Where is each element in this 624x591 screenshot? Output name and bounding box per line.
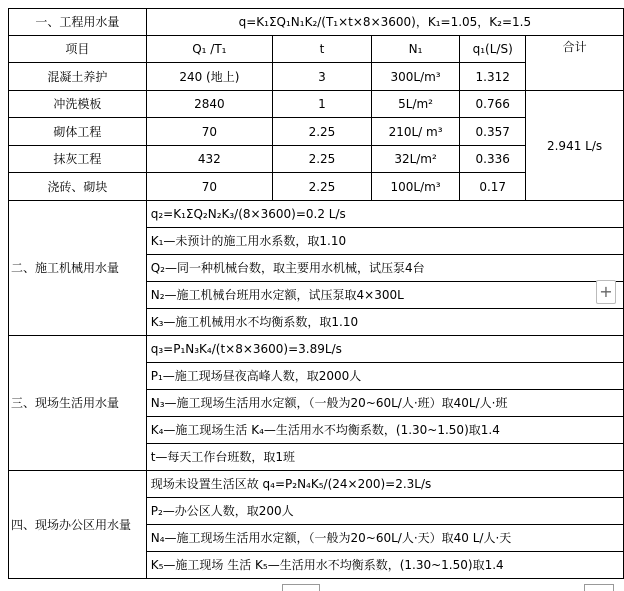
water-usage-table bbox=[8, 8, 624, 579]
section4-line: 现场未设置生活区故 q₄=P₂N₄K₅/(24×200)=2.3L/s bbox=[146, 471, 623, 498]
row-q: 0.766 bbox=[460, 91, 526, 118]
section4-line: N₄—施工现场生活用水定额，（一般为20~60L/人·天）取40 L/人·天 bbox=[146, 525, 623, 552]
row-q1: 240 (地上) bbox=[146, 63, 272, 91]
row-item: 冲洗模板 bbox=[9, 91, 147, 118]
header-n1: N₁ bbox=[371, 36, 459, 63]
row-t: 2.25 bbox=[273, 118, 372, 146]
row-t: 3 bbox=[273, 63, 372, 91]
column-resize-handle[interactable] bbox=[282, 584, 320, 591]
row-q1: 432 bbox=[146, 146, 272, 173]
header-t: t bbox=[273, 36, 372, 63]
table-resize-handle[interactable] bbox=[584, 584, 614, 591]
section1-title: 一、工程用水量 bbox=[9, 9, 147, 36]
add-row-button[interactable]: + bbox=[596, 280, 616, 304]
section3-title: 三、现场生活用水量 bbox=[9, 336, 147, 471]
row-t: 1 bbox=[273, 91, 372, 118]
row-item: 抹灰工程 bbox=[9, 146, 147, 173]
section2-line: K₃—施工机械用水不均衡系数，取1.10 bbox=[146, 309, 623, 336]
header-item: 项目 bbox=[9, 36, 147, 63]
section2-line: K₁—未预计的施工用水系数，取1.10 bbox=[146, 228, 623, 255]
row-q1: 70 bbox=[146, 118, 272, 146]
section4-line: K₅—施工现场 生活 K₅—生活用水不均衡系数，(1.30~1.50)取1.4 bbox=[146, 552, 623, 579]
row-t: 2.25 bbox=[273, 146, 372, 173]
header-q1-t1: Q₁ /T₁ bbox=[146, 36, 272, 63]
section2-title: 二、施工机械用水量 bbox=[9, 201, 147, 336]
row-q: 0.336 bbox=[460, 146, 526, 173]
row-q1: 70 bbox=[146, 173, 272, 201]
row-q1: 2840 bbox=[146, 91, 272, 118]
row-t: 2.25 bbox=[273, 173, 372, 201]
row-q: 1.312 bbox=[460, 63, 526, 91]
row-n1: 210L/ m³ bbox=[371, 118, 459, 146]
row-n1: 100L/m³ bbox=[371, 173, 459, 201]
section2-line: Q₂—同一种机械台数，取主要用水机械，试压泵4台 bbox=[146, 255, 623, 282]
row-item: 浇砖、砌块 bbox=[9, 173, 147, 201]
section3-line: P₁—施工现场昼夜高峰人数，取2000人 bbox=[146, 363, 623, 390]
row-n1: 300L/m³ bbox=[371, 63, 459, 91]
row-q: 0.17 bbox=[460, 173, 526, 201]
section3-line: t—每天工作台班数，取1班 bbox=[146, 444, 623, 471]
header-q1: q₁(L/S) bbox=[460, 36, 526, 63]
row-n1: 5L/m² bbox=[371, 91, 459, 118]
section2-line: N₂—施工机械台班用水定额，试压泵取4×300L bbox=[146, 282, 623, 309]
row-n1: 32L/m² bbox=[371, 146, 459, 173]
section3-line: q₃=P₁N₃K₄/(t×8×3600)=3.89L/s bbox=[146, 336, 623, 363]
section3-line: K₄—施工现场生活 K₄—生活用水不均衡系数，(1.30~1.50)取1.4 bbox=[146, 417, 623, 444]
row-q: 0.357 bbox=[460, 118, 526, 146]
row-item: 砌体工程 bbox=[9, 118, 147, 146]
row-item: 混凝土养护 bbox=[9, 63, 147, 91]
section4-line: P₂—办公区人数，取200人 bbox=[146, 498, 623, 525]
total-value: 2.941 L/s bbox=[526, 91, 624, 201]
section1-formula: q=K₁ΣQ₁N₁K₂/(T₁×t×8×3600)，K₁=1.05，K₂=1.5 bbox=[146, 9, 623, 36]
section4-title: 四、现场办公区用水量 bbox=[9, 471, 147, 579]
section3-line: N₃—施工现场生活用水定额，（一般为20~60L/人·班）取40L/人·班 bbox=[146, 390, 623, 417]
header-total: 合计 bbox=[526, 36, 624, 91]
section2-line: q₂=K₁ΣQ₂N₂K₃/(8×3600)=0.2 L/s bbox=[146, 201, 623, 228]
